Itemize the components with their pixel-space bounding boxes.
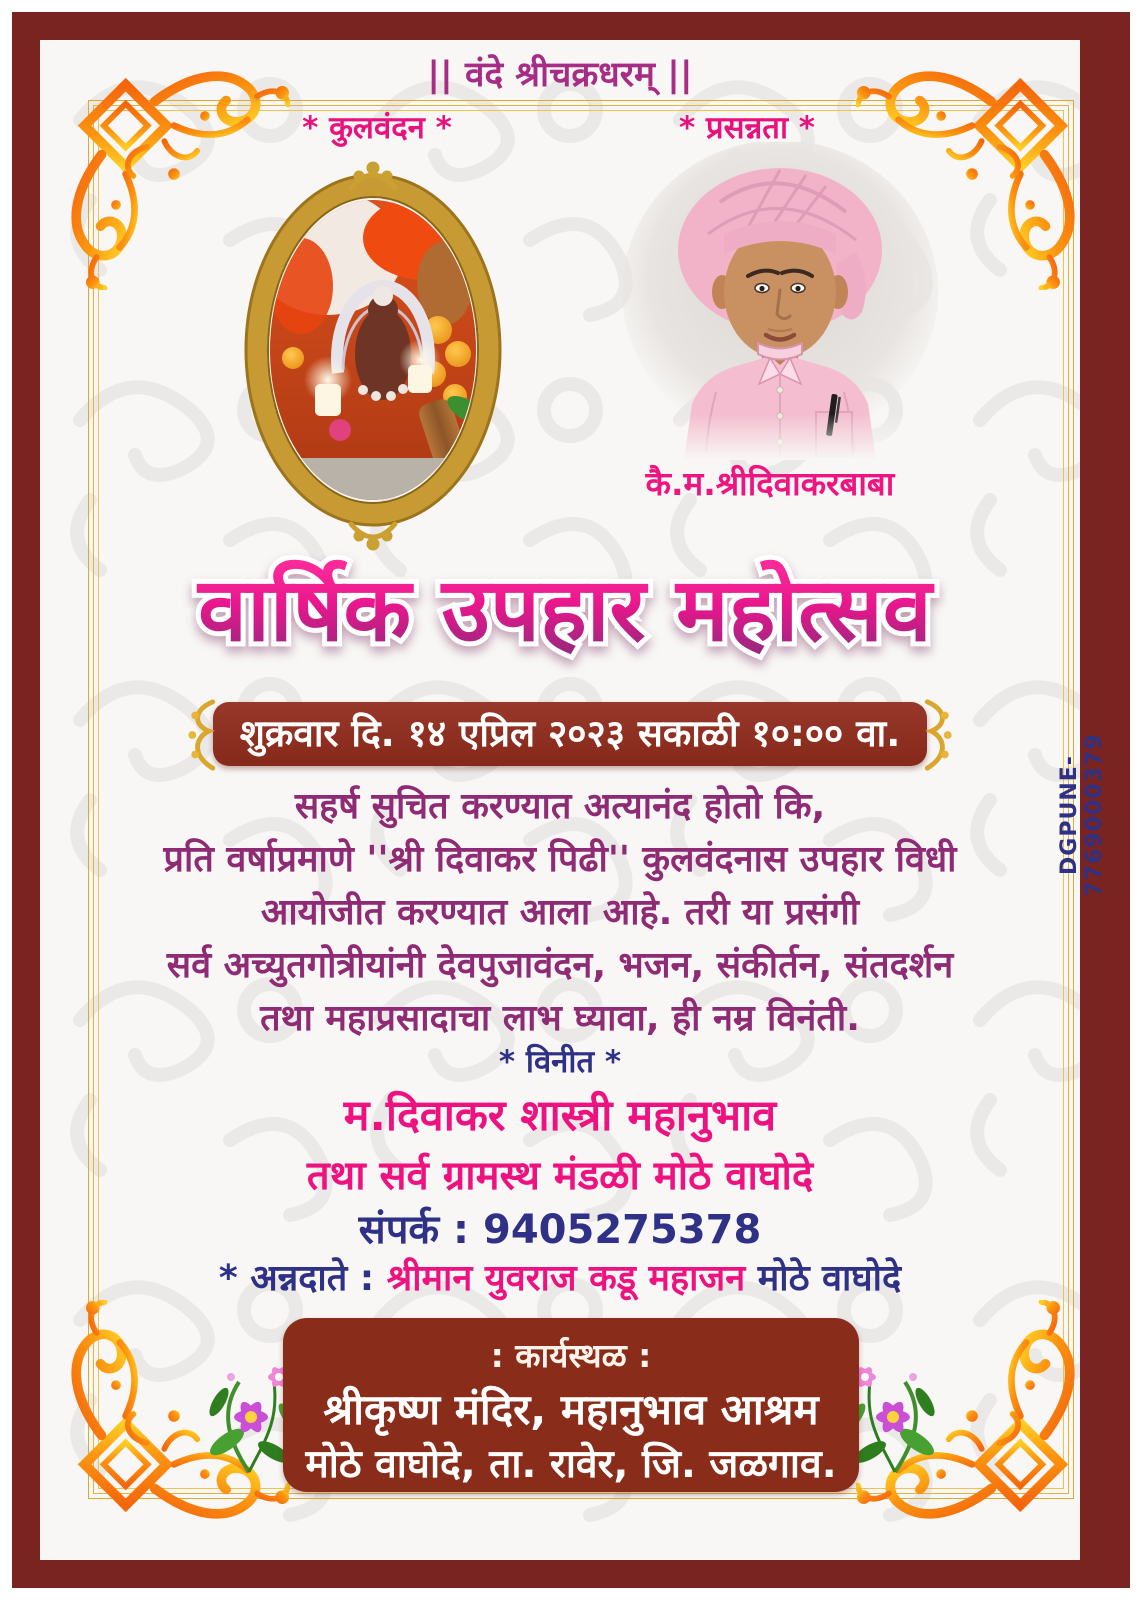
- label-kulvandan: * कुलवंदन *: [302, 110, 452, 146]
- body-line: सहर्ष सुचित करण्यात अत्यानंद होतो कि,: [294, 786, 826, 827]
- person-photo: [620, 142, 940, 460]
- invitation-body: [40, 780, 1080, 1045]
- border-bottom: [12, 1560, 1130, 1588]
- date-banner-text: शुक्रवार दि. १४ एप्रिल २०२३ सकाळी १०:०० वा.: [239, 712, 901, 755]
- main-title-text: वार्षिक उपहार महोत्सव: [198, 558, 932, 661]
- photo-fade: [620, 414, 940, 460]
- contact-line: [40, 1200, 1080, 1255]
- donor-line: [40, 1252, 1080, 1301]
- border-top: [12, 12, 1130, 40]
- body-line: तथा महाप्रसादाचा लाभ घ्यावा, ही नम्र विनंती.: [260, 998, 860, 1039]
- venue-line1: श्रीकृष्ण मंदिर, महानुभाव आश्रम: [323, 1385, 819, 1434]
- print-code: DGPUNE-7769000379: [1057, 733, 1107, 897]
- label-prasannata: * प्रसन्नता *: [679, 110, 815, 146]
- person-caption: कै.म.श्रीदिवाकरबाबा: [645, 464, 895, 503]
- date-banner: [213, 702, 927, 766]
- venue-line2: मोठे वाघोदे, ता. रावेर, जि. जळगाव.: [305, 1442, 837, 1487]
- venue-header: : कार्यस्थळ :: [490, 1336, 652, 1375]
- venue-box: [283, 1318, 859, 1492]
- donor-suffix: मोठे वाघोदे: [745, 1258, 902, 1299]
- body-line: सर्व अच्युतगोत्रीयांनी देवपुजावंदन, भजन, संकीर्तन, संतदर्शन: [166, 945, 954, 986]
- donor-prefix: * अन्नदाते :: [218, 1258, 387, 1299]
- main-title: [70, 518, 1060, 696]
- vinit-label: * विनीत *: [498, 1044, 622, 1080]
- framed-deity-photo: [243, 158, 503, 554]
- donor-name: श्रीमान युवराज कडू महाजन: [386, 1258, 746, 1299]
- sender-name: म.दिवाकर शास्त्री महानुभाव: [343, 1091, 777, 1141]
- border-left: [12, 12, 40, 1588]
- body-line: आयोजीत करण्यात आला आहे. तरी या प्रसंगी: [260, 892, 860, 933]
- contact-label: संपर्क :: [358, 1207, 470, 1253]
- invocation-text: || वंदे श्रीचक्रधरम् ||: [427, 55, 693, 95]
- sender-group: तथा सर्व ग्रामस्थ मंडळी मोठे वाघोदे: [306, 1153, 814, 1199]
- body-line: प्रति वर्षाप्रमाणे ''श्री दिवाकर पिढी'' कुलवंदनास उपहार विधी: [163, 839, 957, 880]
- contact-number: 9405275378: [483, 1207, 762, 1253]
- deity-scene: [243, 158, 503, 554]
